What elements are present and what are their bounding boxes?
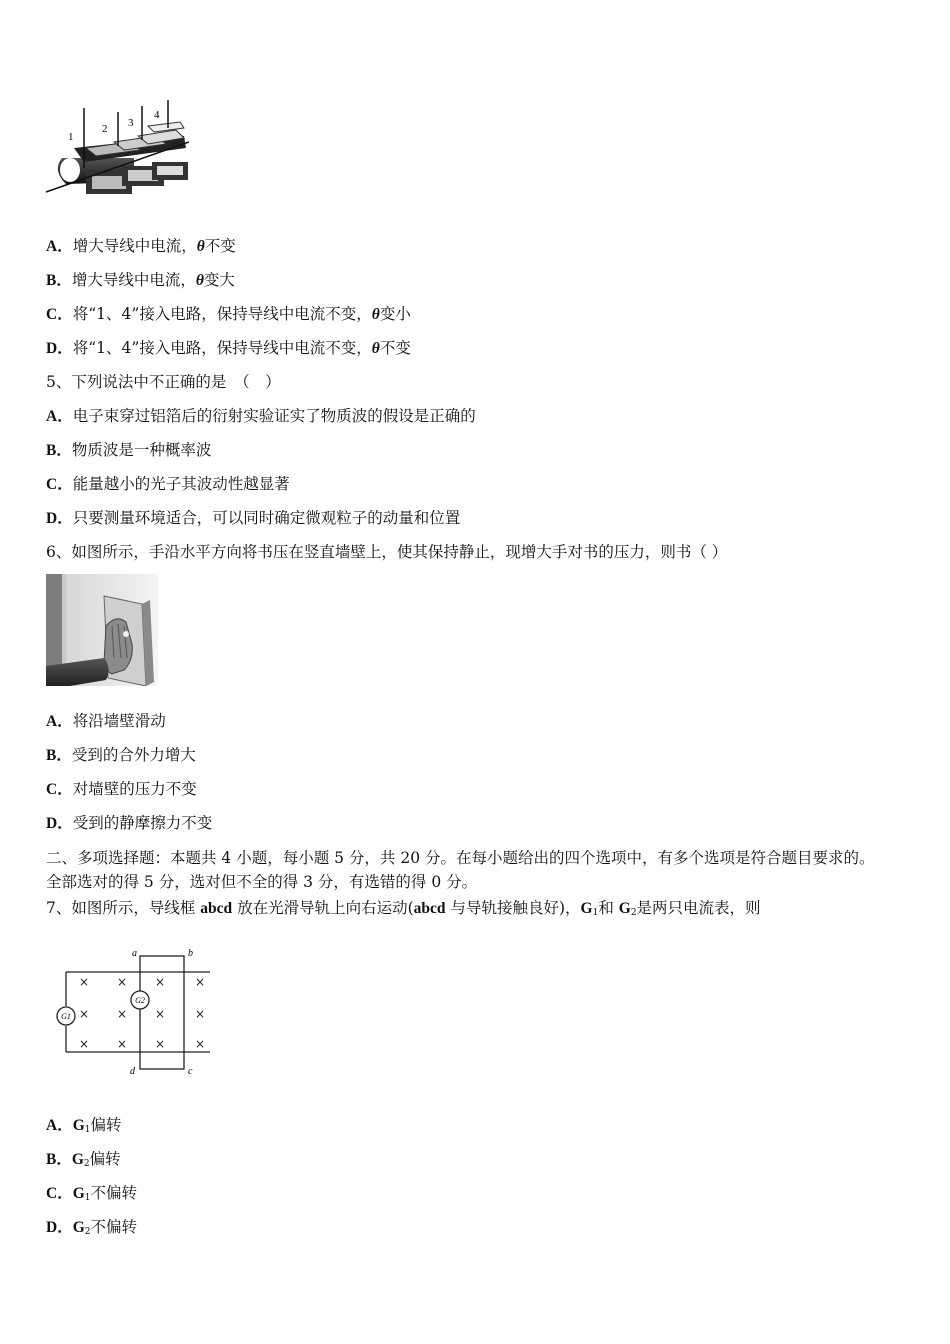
option-letter: C． <box>46 306 73 323</box>
q7-g1-sub: 1 <box>592 908 599 918</box>
q7-stem <box>46 898 761 923</box>
meter-g: G <box>72 1219 85 1236</box>
option-text: 不偏转 <box>90 1218 138 1236</box>
meter-g: G <box>71 1151 84 1168</box>
q7-g2-sub: 2 <box>630 908 637 918</box>
option-letter: B． <box>46 1151 72 1168</box>
field-x: × <box>78 975 90 989</box>
option-text: 受到的合外力增大 <box>71 746 196 764</box>
q6-stem: 6、如图所示，手沿水平方向将书压在竖直墙壁上，使其保持静止，现增大手对书的压力，则书（ ） <box>46 543 728 561</box>
option-letter: D． <box>46 340 73 357</box>
option-text: 受到的静摩擦力不变 <box>72 814 213 832</box>
q5-option-d <box>46 508 460 529</box>
q4-option-a <box>46 236 236 257</box>
q7-stem-part: 和 <box>598 899 619 917</box>
option-letter: B． <box>46 747 72 764</box>
option-text: 偏转 <box>89 1150 121 1168</box>
option-letter: A． <box>46 238 73 255</box>
option-letter: B． <box>46 442 72 459</box>
q7-abcd: abcd <box>413 900 446 917</box>
option-letter: C． <box>46 476 73 493</box>
field-x: × <box>194 1007 206 1021</box>
field-x: × <box>194 1037 206 1051</box>
option-text: 增大导线中电流， <box>72 237 197 255</box>
theta-symbol: θ <box>195 272 204 289</box>
option-text: 将沿墙壁滑动 <box>72 712 166 730</box>
q5-option-c <box>46 474 290 495</box>
q7-stem-part: 放在光滑导轨上向右运动( <box>232 899 414 917</box>
q5-option-b <box>46 440 211 461</box>
option-text: 能量越小的光子其波动性越显著 <box>72 475 290 493</box>
option-text: 将“1、4”接入电路，保持导线中电流不变， <box>72 339 372 357</box>
q4-label-1: 1 <box>68 131 74 143</box>
option-text: 只要测量环境适合，可以同时确定微观粒子的动量和位置 <box>72 509 461 527</box>
g1-meter-label: G1 <box>61 1012 71 1021</box>
field-x: × <box>116 1037 128 1051</box>
q7-g1: G <box>580 900 593 917</box>
option-letter: A． <box>46 713 73 730</box>
q7-abcd: abcd <box>200 900 233 917</box>
q7-option-a <box>46 1115 122 1140</box>
theta-symbol: θ <box>196 238 205 255</box>
field-x: × <box>154 975 166 989</box>
q6-option-c <box>46 779 197 800</box>
option-text-end: 变大 <box>203 271 235 289</box>
section2-line1: 二、多项选择题：本题共 4 小题，每小题 5 分，共 20 分。在每小题给出的四个选项中，有多个选项是符合题目要求的。 <box>46 849 875 867</box>
corner-c: c <box>188 1066 193 1077</box>
field-x: × <box>194 975 206 989</box>
option-letter: A． <box>46 408 73 425</box>
option-letter: A． <box>46 1117 73 1134</box>
section2-instructions <box>46 846 916 894</box>
q5-stem: 5、下列说法中不正确的是 （ ） <box>46 373 281 391</box>
corner-d: d <box>130 1066 135 1077</box>
q6-option-d <box>46 813 212 834</box>
q4-option-c <box>46 304 411 325</box>
corner-b: b <box>188 948 193 959</box>
q7-g2: G <box>618 900 631 917</box>
q4-option-d <box>46 338 411 359</box>
option-text: 将“1、4”接入电路，保持导线中电流不变， <box>72 305 372 323</box>
option-letter: C． <box>46 1185 73 1202</box>
option-letter: D． <box>46 815 73 832</box>
q4-label-3: 3 <box>128 117 134 129</box>
q4-label-2: 2 <box>102 123 108 135</box>
q6-option-b <box>46 745 196 766</box>
option-letter: D． <box>46 1219 73 1236</box>
meter-g: G <box>72 1117 85 1134</box>
q4-option-b <box>46 270 235 291</box>
option-text: 电子束穿过铝箔后的衍射实验证实了物质波的假设是正确的 <box>72 407 476 425</box>
field-x: × <box>154 1037 166 1051</box>
option-text: 不偏转 <box>90 1184 138 1202</box>
option-text-end: 不变 <box>204 237 236 255</box>
option-text-end: 变小 <box>379 305 411 323</box>
field-x: × <box>78 1037 90 1051</box>
option-text: 偏转 <box>90 1116 122 1134</box>
option-text-end: 不变 <box>379 339 411 357</box>
field-x: × <box>78 1007 90 1021</box>
field-x: × <box>154 1007 166 1021</box>
field-x: × <box>116 975 128 989</box>
option-letter: D． <box>46 510 73 527</box>
meter-sub: 1 <box>84 1193 91 1203</box>
q6-hand-book-photo <box>46 574 158 692</box>
field-x: × <box>116 1007 128 1021</box>
option-text: 增大导线中电流， <box>71 271 196 289</box>
q7-option-d <box>46 1217 137 1242</box>
q7-option-b <box>46 1149 121 1174</box>
option-text: 对墙壁的压力不变 <box>72 780 197 798</box>
g2-meter-label: G2 <box>135 996 145 1005</box>
q7-option-c <box>46 1183 137 1208</box>
theta-symbol: θ <box>371 306 380 323</box>
q7-stem-part: 7、如图所示，导线框 <box>46 899 201 917</box>
meter-sub: 2 <box>83 1159 90 1169</box>
option-text: 物质波是一种概率波 <box>71 441 212 459</box>
q7-circuit-figure <box>50 944 214 1080</box>
corner-a: a <box>132 948 137 959</box>
section2-line2: 全部选对的得 5 分，选对但不全的得 3 分，有选错的得 0 分。 <box>46 873 478 891</box>
theta-symbol: θ <box>371 340 380 357</box>
q4-magnet-figure <box>44 98 189 206</box>
q5-option-a <box>46 406 476 427</box>
option-letter: C． <box>46 781 73 798</box>
q4-label-4: 4 <box>154 109 160 121</box>
q6-option-a <box>46 711 166 732</box>
meter-sub: 2 <box>84 1227 91 1237</box>
meter-g: G <box>72 1185 85 1202</box>
q7-stem-part: 与导轨接触良好)， <box>445 899 581 917</box>
option-letter: B． <box>46 272 72 289</box>
meter-sub: 1 <box>84 1125 91 1135</box>
q7-stem-part: 是两只电流表，则 <box>636 899 761 917</box>
